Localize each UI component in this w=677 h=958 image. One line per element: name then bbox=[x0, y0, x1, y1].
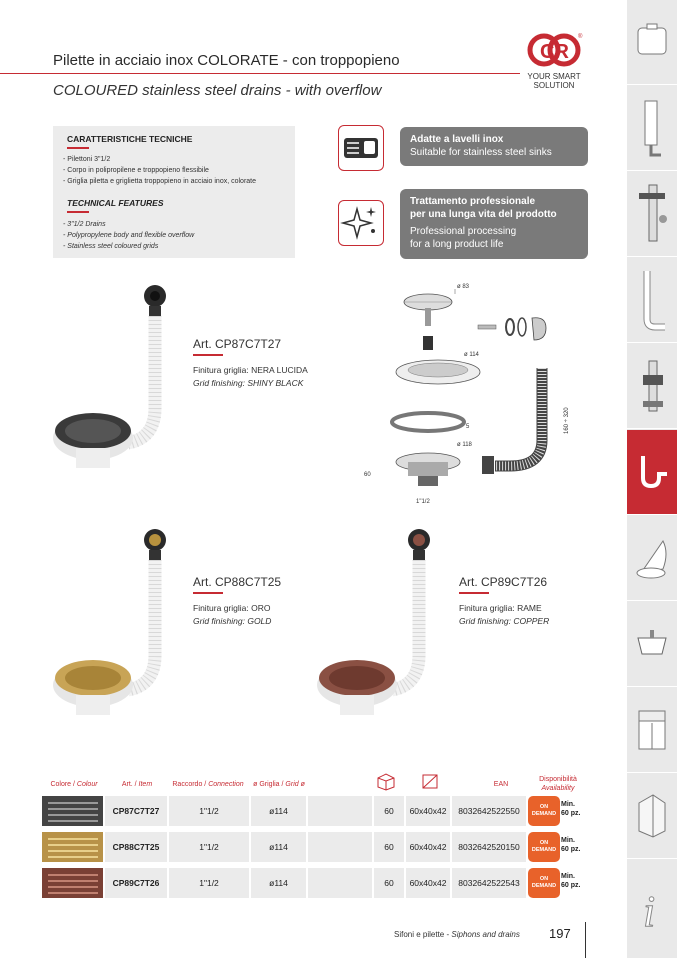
th-ean: EAN bbox=[493, 781, 509, 788]
th-colour: Colore / Colour bbox=[50, 781, 98, 788]
cell-connection: 1"1/2 bbox=[169, 796, 249, 826]
tech-item: - Stainless steel coloured grids bbox=[63, 243, 159, 250]
cell-qty: 60 bbox=[374, 832, 404, 862]
info-icon[interactable] bbox=[627, 860, 677, 958]
dim-d83: ø 83 bbox=[457, 284, 470, 290]
cell-empty bbox=[308, 868, 372, 898]
finish-it: Finitura griglia: RAME bbox=[459, 603, 542, 613]
product-finish-gold bbox=[193, 602, 271, 628]
cell-grid: ø114 bbox=[251, 868, 306, 898]
dim-thread: 1"1/2 bbox=[416, 499, 430, 505]
cell-code: CP87C7T27 bbox=[105, 796, 167, 826]
tech-list-it bbox=[63, 154, 256, 187]
product-finish-copper bbox=[459, 602, 549, 628]
product-image-black bbox=[48, 278, 188, 478]
cell-code: CP89C7T26 bbox=[105, 868, 167, 898]
technical-drawing bbox=[360, 280, 590, 510]
cell-ean: 8032642520150 bbox=[452, 832, 526, 862]
tech-heading-bar bbox=[67, 211, 89, 213]
page-number: 197 bbox=[549, 926, 571, 941]
tagline-line-1: YOUR SMART bbox=[527, 72, 581, 81]
toilet-seat-icon[interactable] bbox=[627, 516, 677, 601]
tech-list-en bbox=[63, 219, 194, 252]
dim-d114: ø 114 bbox=[464, 352, 479, 358]
footer-section: Sifoni e pilette - Siphons and drains bbox=[394, 930, 520, 939]
cell-qty: 60 bbox=[374, 868, 404, 898]
page-subtitle: COLOURED stainless steel drains - with overflow bbox=[53, 82, 382, 99]
th-availability: Disponibilità Availability bbox=[539, 776, 577, 792]
colour-swatch-gold bbox=[42, 832, 103, 862]
th-connection: Raccordo / Connection bbox=[172, 781, 244, 788]
tech-heading-it: CARATTERISTICHE TECNICHE bbox=[67, 134, 193, 144]
cell-qty: 60 bbox=[374, 796, 404, 826]
flush-valve-icon[interactable] bbox=[627, 344, 677, 429]
feature-title: per una lunga vita del prodotto bbox=[410, 209, 557, 220]
feature-pill-sink bbox=[400, 127, 588, 166]
min-quantity: Min. 60 pz. bbox=[561, 837, 581, 853]
cell-box: 60x40x42 bbox=[406, 796, 450, 826]
cell-empty bbox=[308, 832, 372, 862]
cell-grid: ø114 bbox=[251, 832, 306, 862]
siphon-icon[interactable] bbox=[627, 430, 677, 515]
product-finish-black bbox=[193, 364, 308, 390]
colour-swatch-copper bbox=[42, 868, 103, 898]
th-grid: ø Griglia / Grid ø bbox=[253, 781, 305, 788]
page-title: Pilette in acciaio inox COLORATE - con troppopieno bbox=[53, 52, 400, 69]
footer-divider bbox=[585, 922, 586, 958]
colour-swatch-black bbox=[42, 796, 103, 826]
tech-item: - 3"1/2 Drains bbox=[63, 221, 106, 228]
art-underline bbox=[193, 592, 223, 594]
logo-tagline bbox=[522, 72, 586, 90]
tech-item: - Corpo in polipropilene e troppopieno flessibile bbox=[63, 167, 209, 174]
dim-range: 160 ÷ 320 bbox=[564, 407, 570, 434]
feature-subtitle: Professional processing bbox=[410, 226, 517, 237]
table-row bbox=[40, 830, 588, 864]
min-quantity: Min. 60 pz. bbox=[561, 801, 581, 817]
product-art-copper: Art. CP89C7T26 bbox=[459, 575, 548, 589]
dim-h5: 5 bbox=[466, 424, 470, 430]
on-demand-badge: ON DEMAND bbox=[528, 796, 560, 826]
on-demand-badge: ON DEMAND bbox=[528, 832, 560, 862]
svg-text:i: i bbox=[643, 887, 656, 934]
cell-connection: 1"1/2 bbox=[169, 832, 249, 862]
product-art-gold: Art. CP88C7T25 bbox=[193, 575, 282, 589]
title-divider bbox=[0, 73, 520, 74]
cell-box: 60x40x42 bbox=[406, 868, 450, 898]
table-row bbox=[40, 794, 588, 828]
feature-title: Adatte a lavelli inox bbox=[410, 134, 504, 145]
fill-valve-icon[interactable] bbox=[627, 172, 677, 257]
product-image-gold bbox=[48, 525, 188, 725]
product-art-black: Art. CP87C7T27 bbox=[193, 337, 282, 351]
washbasin-icon[interactable] bbox=[627, 602, 677, 687]
cell-connection: 1"1/2 bbox=[169, 868, 249, 898]
svg-text:®: ® bbox=[578, 34, 583, 40]
feature-subtitle: for a long product life bbox=[410, 239, 504, 250]
flush-pipe-icon[interactable] bbox=[627, 86, 677, 171]
cell-empty bbox=[308, 796, 372, 826]
tech-item: - Polypropylene body and flexible overflow bbox=[63, 232, 195, 239]
bend-pipe-icon[interactable] bbox=[627, 258, 677, 343]
finish-en: Grid finishing: COPPER bbox=[459, 616, 550, 626]
art-underline bbox=[193, 354, 223, 356]
feature-pill-treatment bbox=[400, 189, 588, 259]
finish-it: Finitura griglia: NERA LUCIDA bbox=[193, 365, 308, 375]
th-item: Art. / Item bbox=[121, 781, 153, 788]
cell-code: CP88C7T25 bbox=[105, 832, 167, 862]
packaging-icon bbox=[375, 771, 397, 791]
tech-item: - Pilettoni 3"1/2 bbox=[63, 156, 111, 163]
tech-heading-bar bbox=[67, 147, 89, 149]
product-image-copper bbox=[312, 525, 452, 725]
cell-ean: 8032642522550 bbox=[452, 796, 526, 826]
art-underline bbox=[459, 592, 489, 594]
box-dimensions-icon bbox=[419, 771, 441, 791]
svg-text:CR: CR bbox=[540, 41, 569, 63]
cell-grid: ø114 bbox=[251, 796, 306, 826]
on-demand-badge: ON DEMAND bbox=[528, 868, 560, 898]
min-quantity: Min. 60 pz. bbox=[561, 873, 581, 889]
sparkle-icon bbox=[338, 200, 384, 246]
tech-heading-en: TECHNICAL FEATURES bbox=[67, 198, 164, 208]
sink-icon bbox=[338, 125, 384, 171]
tagline-line-2: SOLUTION bbox=[533, 81, 575, 90]
cistern-icon[interactable] bbox=[627, 0, 677, 85]
finish-it: Finitura griglia: ORO bbox=[193, 603, 271, 613]
technical-features-box bbox=[53, 126, 295, 258]
cell-ean: 8032642522543 bbox=[452, 868, 526, 898]
finish-en: Grid finishing: GOLD bbox=[193, 616, 272, 626]
dim-h60: 60 bbox=[364, 472, 371, 478]
table-row bbox=[40, 866, 588, 900]
shower-enclosure-icon[interactable] bbox=[627, 774, 677, 859]
cabinet-icon[interactable] bbox=[627, 688, 677, 773]
feature-title: Trattamento professionale bbox=[410, 196, 536, 207]
category-sidebar bbox=[627, 0, 677, 958]
feature-subtitle: Suitable for stainless steel sinks bbox=[410, 147, 552, 158]
dim-d118: ø 118 bbox=[457, 442, 472, 448]
cell-box: 60x40x42 bbox=[406, 832, 450, 862]
finish-en: Grid finishing: SHINY BLACK bbox=[193, 378, 304, 388]
tech-item: - Griglia piletta e griglietta troppopieno in acciaio inox, colorate bbox=[63, 178, 257, 185]
